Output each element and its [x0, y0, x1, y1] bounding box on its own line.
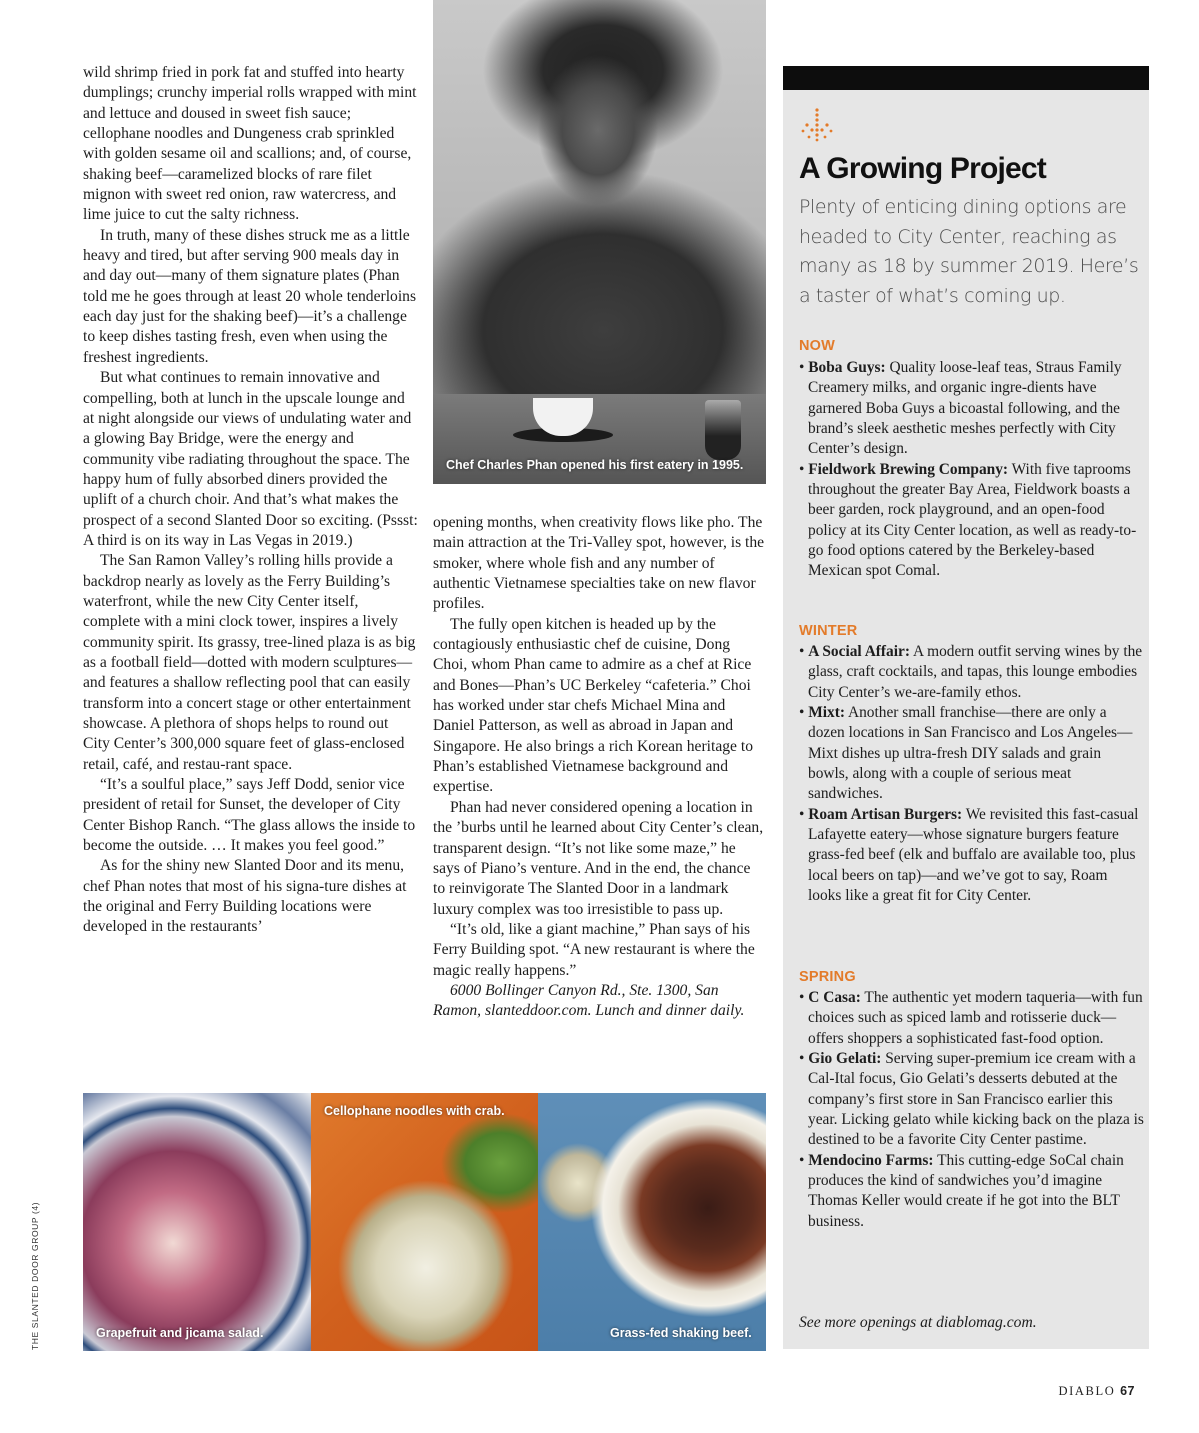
noodles-caption: Cellophane noodles with crab. — [324, 1104, 505, 1118]
article-paragraph: But what continues to remain innovative and compelling, both at lunch in the upscale lounge and at night alongside our views of undulating water and a glowing Bay Bridge, were the energy and community vibe radiating throughout the space. The happy hum of fully absorbed diners provided the uplift of a church choir. And that’s what makes the prospect of a second Slanted Door so exciting. (Pssst: A third is on its way in Las Vegas in 2019.) — [83, 369, 418, 549]
restaurant-info: 6000 Bollinger Canyon Rd., Ste. 1300, San Ramon, slanteddoor.com. Lunch and dinner daily. — [433, 981, 745, 1020]
list-item: • Gio Gelati: Serving super-premium ice cream with a Cal-Ital focus, Gio Gelati’s desserts debuted at the company’s first store in San Francisco earlier this year. Licking gelato while kicking back on the plaza is destined to be a favorite City Center pastime. — [799, 1050, 1144, 1149]
list-item: • A Social Affair: A modern outfit serving wines by the glass, craft cocktails, and tapas, this lounge embodies City Center’s we-are-family ethos. — [799, 643, 1143, 701]
article-column-1 — [83, 63, 419, 938]
business-name: Roam Artisan Burgers: — [808, 805, 963, 823]
business-name: A Social Affair: — [808, 643, 910, 660]
list-item: • Fieldwork Brewing Company: With five taprooms throughout the greater Bay Area, Fieldwork boasts a beer garden, rock playground, and an open-food policy at its City Center location, as well as ready-to-go food options catered by the Berkeley-based Mexican spot Comal. — [799, 460, 1137, 580]
sidebar-intro: Plenty of enticing dining options are headed to City Center, reaching as many as 18 by summer 2019. Here’s a taster of what’s coming up. — [799, 196, 1139, 308]
business-description: The authentic yet modern taqueria—with fun choices such as spiced lamb and rotisserie duck—offers shoppers a sophisticated fast-food option. — [808, 989, 1143, 1047]
article-paragraph: opening months, when creativity flows like pho. The main attraction at the Tri-Valley spot, however, is the smoker, where whole fish and any number of authentic Vietnamese specialties take on new flavor profiles. — [433, 514, 765, 613]
list-item: • C Casa: The authentic yet modern taqueria—with fun choices such as spiced lamb and rotisserie duck—offers shoppers a sophisticated fast-food option. — [799, 989, 1143, 1047]
shaking-beef-photo — [538, 1093, 766, 1351]
salad-caption: Grapefruit and jicama salad. — [96, 1326, 264, 1340]
business-description: We revisited this fast-casual Lafayette eatery—whose signature burgers feature grass-fed beef (elk and buffalo are available too, plus local beers on tap)—and we’ve got to say, Roam looks like a great fit for City Center. — [808, 805, 1139, 905]
business-description: Another small franchise—there are only a dozen locations in San Francisco and Los Angeles—Mixt dishes up ultra-fresh DIY salads and grain bowls, along with a couple of serious meat sandwiches. — [808, 704, 1133, 803]
salad-photo — [83, 1093, 311, 1351]
magazine-name: DIABLO — [1058, 1384, 1116, 1398]
openings-list-winter — [799, 642, 1144, 906]
article-paragraph: As for the shiny new Slanted Door and its menu, chef Phan notes that most of his signa-ture dishes at the original and Ferry Building locations were developed in the restaurants’ — [83, 857, 407, 936]
list-item: • Boba Guys: Quality loose-leaf teas, Straus Family Creamery milks, and organic ingre-dients have garnered Boba Guys a bicoastal following, and the brand’s sleek aesthetic meshes perfectly with City Center’s design. — [799, 359, 1122, 458]
season-heading-winter: WINTER — [799, 623, 858, 639]
wine-glass — [705, 400, 741, 460]
business-name: Mendocino Farms: — [808, 1151, 934, 1169]
season-heading-now: NOW — [799, 338, 836, 354]
openings-list-now — [799, 358, 1144, 582]
page-number: 67 — [1120, 1384, 1135, 1398]
business-name: Gio Gelati: — [808, 1050, 882, 1068]
article-paragraph: wild shrimp fried in pork fat and stuffed into hearty dumplings; crunchy imperial rolls wrapped with mint and lettuce and doused in sweet fish sauce; cellophane noodles and Dungeness crab sprinkled with golden sesame oil and scallions; and, of course, shaking beef—caramelized blocks of rare filet mignon with sweet red onion, raw watercress, and lime juice to cut the salty richness. — [83, 64, 417, 224]
dotted-down-arrow-icon — [800, 107, 834, 143]
portrait-caption: Chef Charles Phan opened his first eatery in 1995. — [446, 458, 744, 472]
article-paragraph: The San Ramon Valley’s rolling hills provide a backdrop nearly as lovely as the Ferry Building’s waterfront, while the new City Center itself, complete with a mini clock tower, inspires a lively community spirit. Its grassy, tree-lined plaza is as big as a football field—dotted with modern sculptures—and features a shallow reflecting pool that can easily transform into a concert stage or other entertainment showcase. A plethora of shops helps to round out City Center’s 300,000 square feet of glass-enclosed retail, café, and restau-rant space. — [83, 552, 416, 773]
list-item: • Mixt: Another small franchise—there are only a dozen locations in San Francisco and Los Angeles—Mixt dishes up ultra-fresh DIY salads and grain bowls, along with a couple of serious meat sandwiches. — [799, 704, 1133, 803]
season-heading-spring: SPRING — [799, 969, 856, 985]
more-openings-link: See more openings at diablomag.com. — [799, 1314, 1037, 1331]
sidebar-top-bar — [783, 66, 1149, 90]
business-description: This cutting-edge SoCal chain produces the kind of sandwiches you’d imagine Thomas Keller would create if he got into the BLT business. — [808, 1151, 1124, 1230]
business-name: Mixt: — [808, 704, 845, 722]
photo-credit: THE SLANTED DOOR GROUP (4) — [30, 1201, 40, 1350]
openings-list-spring — [799, 988, 1144, 1232]
page-folio — [1059, 1384, 1135, 1399]
article-paragraph: Phan had never considered opening a location in the ’burbs until he learned about City Center’s clean, transparent design. “It’s not like some maze,” he says of Piano’s venture. And in the end, the chance to reinvigorate The Slanted Door in a landmark luxury complex was too irresistible to pass up. — [433, 798, 764, 918]
article-paragraph: “It’s old, like a giant machine,” Phan says of his Ferry Building spot. “A new restaurant is where the magic really happens.” — [433, 920, 755, 979]
business-description: With five taprooms throughout the greater Bay Area, Fieldwork boasts a beer garden, rock playground, and an open-food policy at its City Center location, as well as ready-to-go food options catered by the Berkeley-based Mexican spot Comal. — [808, 460, 1137, 580]
beef-caption: Grass-fed shaking beef. — [610, 1326, 752, 1340]
article-paragraph: “It’s a soulful place,” says Jeff Dodd, senior vice president of retail for Sunset, the developer of City Center Bishop Ranch. “The glass allows the inside to become the outside. … It makes you feel good.” — [83, 776, 416, 855]
business-description: Quality loose-leaf teas, Straus Family Creamery milks, and organic ingre-dients have garnered Boba Guys a bicoastal following, and the brand’s sleek aesthetic meshes perfectly with City Center’s design. — [808, 359, 1122, 458]
business-description: A modern outfit serving wines by the glass, craft cocktails, and tapas, this lounge embodies City Center’s we-are-family ethos. — [808, 643, 1143, 701]
list-item: • Mendocino Farms: This cutting-edge SoCal chain produces the kind of sandwiches you’d imagine Thomas Keller would create if he got into the BLT business. — [799, 1151, 1124, 1230]
chef-portrait-photo — [433, 0, 766, 484]
business-name: Fieldwork Brewing Company: — [808, 460, 1009, 478]
list-item: • Roam Artisan Burgers: We revisited this fast-casual Lafayette eatery—whose signature burgers feature grass-fed beef (elk and buffalo are available too, plus local beers on tap)—and we’ve got to say, Roam looks like a great fit for City Center. — [799, 805, 1139, 905]
article-column-2 — [433, 513, 765, 1022]
article-paragraph: The fully open kitchen is headed up by the contagiously enthusiastic chef de cuisine, Dong Choi, whom Phan came to admire as a chef at Rice and Bones—Phan’s UC Berkeley “cafeteria.” Choi has worked under star chefs Michael Mina and Daniel Patterson, as well as abroad in Japan and Singapore. He also brings a rich Korean heritage to Phan’s established Vietnamese background and expertise. — [433, 615, 753, 796]
business-description: Serving super-premium ice cream with a Cal-Ital focus, Gio Gelati’s desserts debuted at the company’s first store in San Francisco earlier this year. Licking gelato while kicking back on the plaza is destined to be a favorite City Center pastime. — [808, 1050, 1144, 1149]
article-paragraph: In truth, many of these dishes struck me as a little heavy and tired, but after serving 900 meals day in and day out—many of them signature plates (Phan told me he goes through at least 20 whole tenderloins each day just for the shaking beef)—it’s a challenge to keep dishes tasting fresh, even when using the freshest ingredients. — [83, 226, 417, 366]
business-name: Boba Guys: — [808, 359, 886, 376]
sidebar-title: A Growing Project — [799, 152, 1046, 185]
business-name: C Casa: — [808, 989, 861, 1006]
noodles-photo — [311, 1093, 538, 1351]
